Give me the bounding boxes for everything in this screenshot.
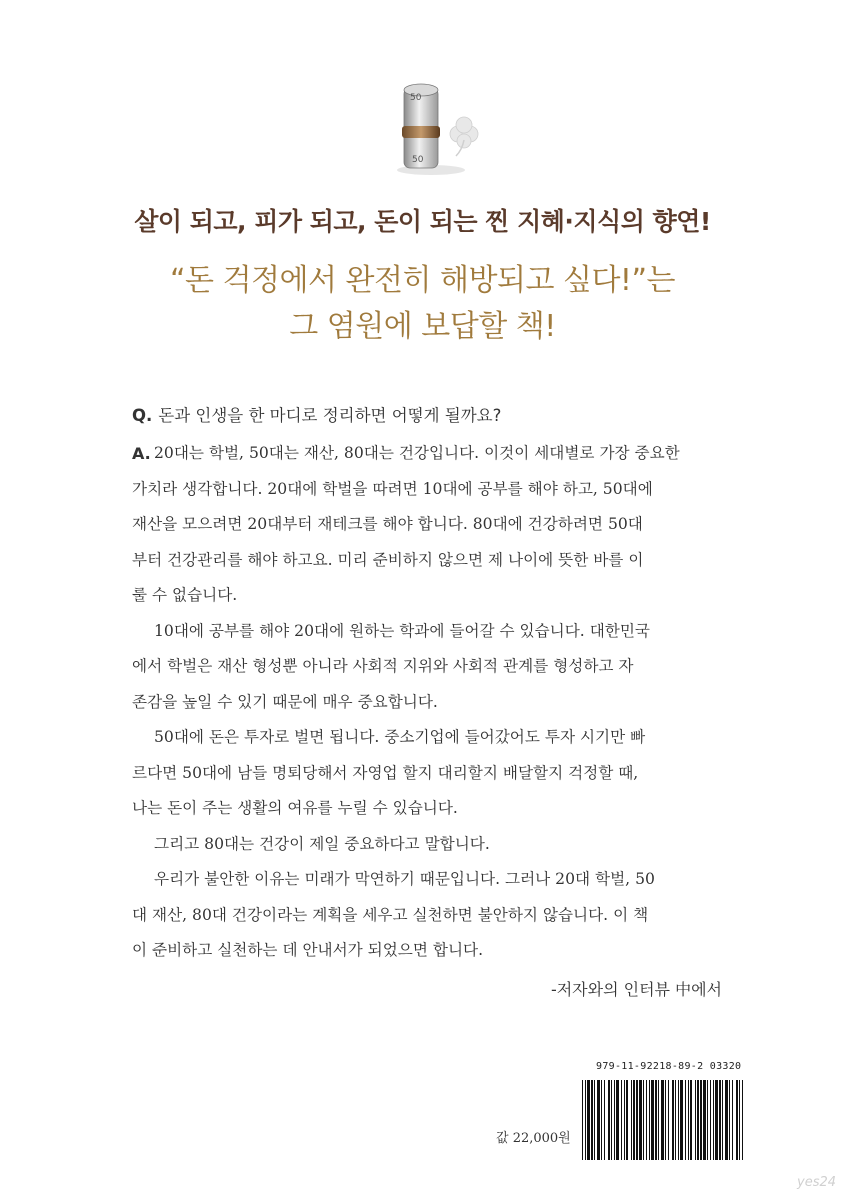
- answer-line: 가치라 생각합니다. 20대에 학벌을 따려면 10대에 공부를 해야 하고, 50대에: [132, 479, 653, 498]
- answer-line: 존감을 높일 수 있기 때문에 매우 중요합니다.: [132, 692, 438, 711]
- svg-text:50: 50: [412, 155, 424, 165]
- interview-qa: [132, 402, 722, 1000]
- answer-line: 이 준비하고 실천하는 데 안내서가 되었으면 합니다.: [132, 941, 484, 959]
- answer: [132, 436, 722, 969]
- answer-line: 20대는 학벌, 50대는 재산, 80대는 건강입니다. 이것이 세대별로 가장 중요한: [154, 444, 680, 462]
- svg-text:50: 50: [410, 93, 422, 103]
- isbn-number: 979-11-92218-89-2 03320: [596, 1061, 742, 1072]
- headline-line-1: “돈 걱정에서 완전히 해방되고 싶다!”는: [170, 263, 675, 298]
- answer-line: 10대에 공부를 해야 20대에 원하는 학과에 들어갈 수 있습니다. 대한민국: [154, 621, 650, 640]
- headline-quote: [0, 258, 845, 350]
- answer-line: 우리가 불안한 이유는 미래가 막연하기 때문입니다. 그러나 20대 학벌, 50: [154, 870, 655, 888]
- headline-line-2: 그 염원에 보답할 책!: [289, 309, 556, 344]
- question-label: Q.: [132, 406, 153, 425]
- tagline: 살이 되고, 피가 되고, 돈이 되는 찐 지혜·지식의 향연!: [134, 207, 711, 236]
- question: [132, 402, 722, 426]
- answer-line: 대 재산, 80대 건강이라는 계획을 세우고 실천하면 불안하지 않습니다. 이 책: [132, 905, 649, 924]
- price: 값 22,000원: [496, 1131, 571, 1146]
- answer-line: 재산을 모으려면 20대부터 재테크를 해야 합니다. 80대에 건강하려면 50대: [132, 515, 643, 533]
- answer-line: 룰 수 없습니다.: [132, 586, 238, 604]
- answer-line: 부터 건강관리를 해야 하고요. 미리 준비하지 않으면 제 나이에 뜻한 바를 이: [132, 550, 644, 569]
- answer-line: 나는 돈이 주는 생활의 여유를 누릴 수 있습니다.: [132, 799, 458, 817]
- answer-label: A.: [132, 444, 151, 463]
- watermark: yes24: [797, 1175, 837, 1190]
- answer-line: 에서 학벌은 재산 형성뿐 아니라 사회적 지위와 사회적 관계를 형성하고 자: [132, 657, 634, 675]
- source-credit: -저자와의 인터뷰 中에서: [550, 979, 722, 999]
- answer-line: 50대에 돈은 투자로 벌면 됩니다. 중소기업에 들어갔어도 투자 시기만 빠: [154, 728, 646, 746]
- barcode: [580, 1080, 745, 1160]
- answer-line: 르다면 50대에 남들 명퇴당해서 자영업 할지 대리할지 배달할지 걱정할 때,: [132, 763, 639, 782]
- question-text: 돈과 인생을 한 마디로 정리하면 어떻게 될까요?: [158, 406, 502, 425]
- money-roll-clover-icon: [386, 78, 506, 178]
- answer-line: 그리고 80대는 건강이 제일 중요하다고 말합니다.: [154, 834, 490, 853]
